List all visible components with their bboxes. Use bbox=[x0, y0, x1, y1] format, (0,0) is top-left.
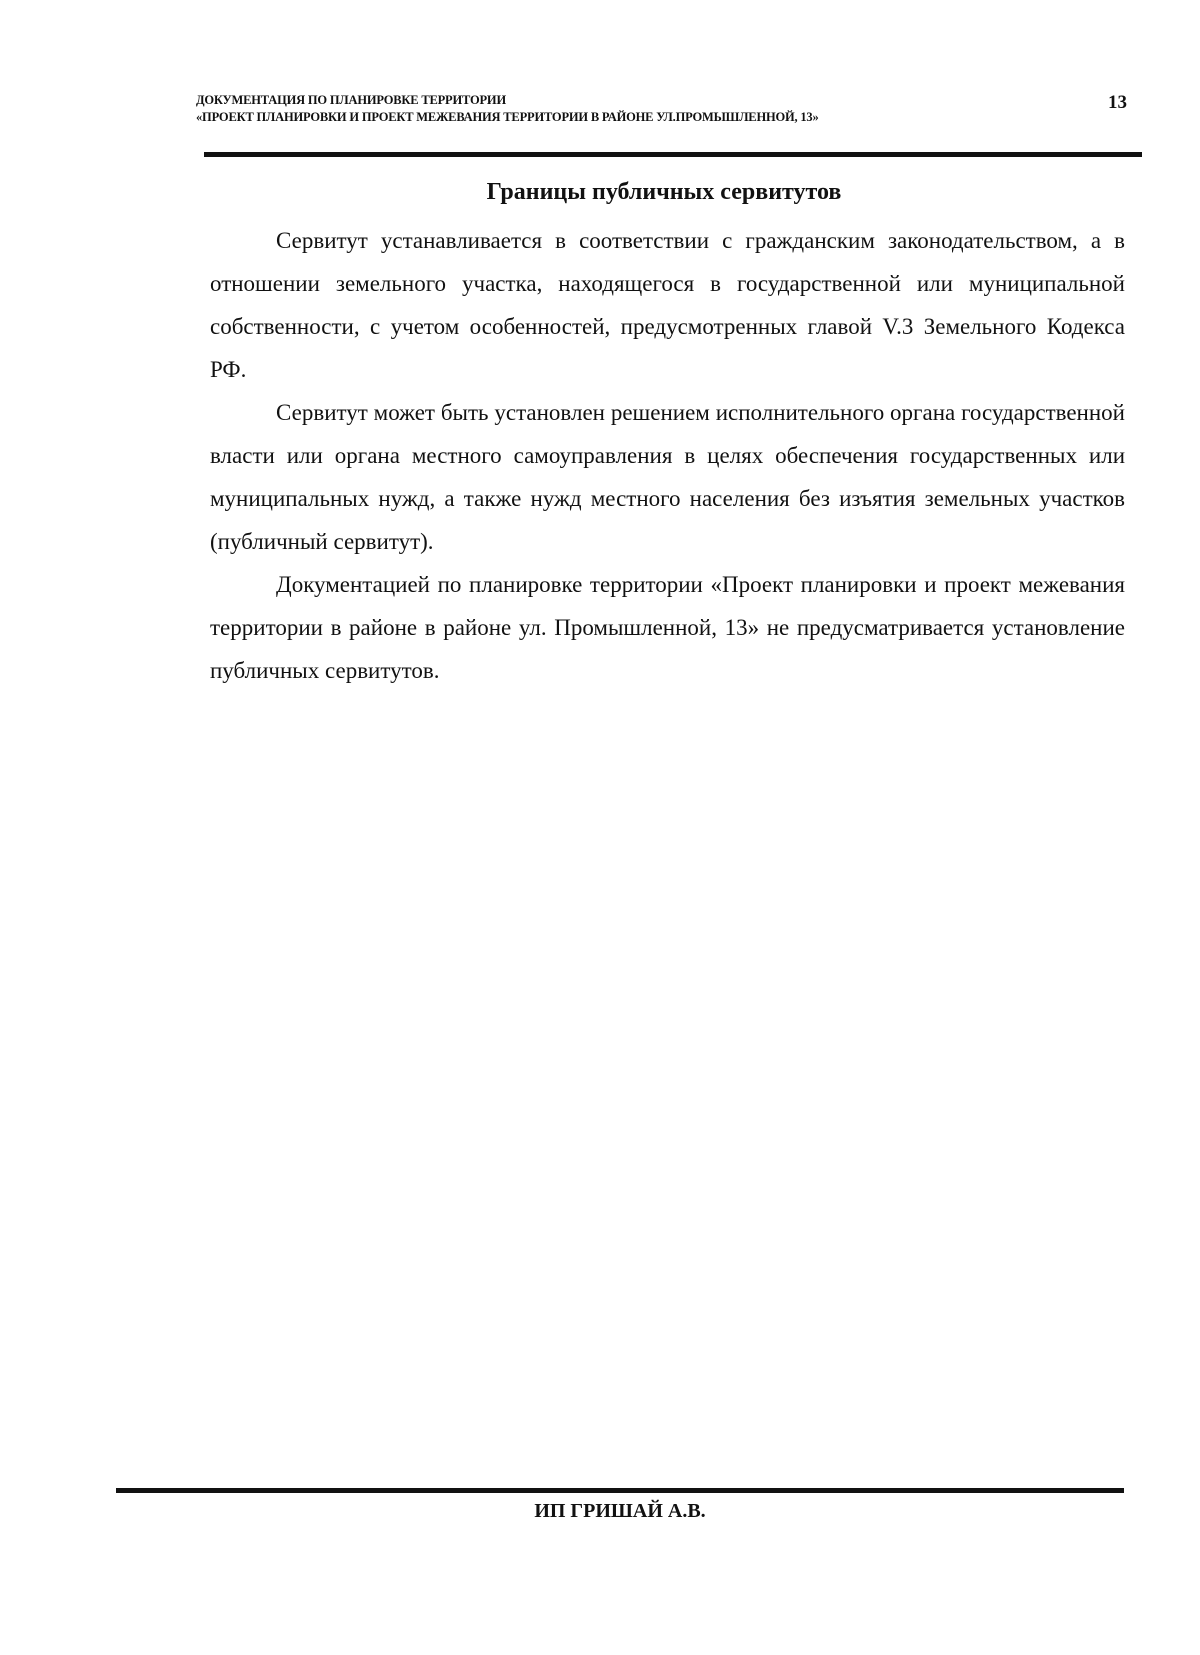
footer-author: ИП ГРИШАЙ А.В. bbox=[534, 1500, 706, 1522]
header-document-title: ДОКУМЕНТАЦИЯ ПО ПЛАНИРОВКЕ ТЕРРИТОРИИ bbox=[196, 93, 506, 107]
header-divider bbox=[204, 152, 1142, 157]
paragraph-1: Сервитут устанавливается в соответствии с гражданским законодательством, а в отношении земельного участка, находящегося в государственной или муниципальной собственности, с учетом особенностей, предусмотренных главой V.3 Земельного Кодекса РФ. bbox=[210, 228, 1125, 382]
header-project-title: «ПРОЕКТ ПЛАНИРОВКИ И ПРОЕКТ МЕЖЕВАНИЯ ТЕРРИТОРИИ В РАЙОНЕ УЛ.ПРОМЫШЛЕННОЙ, 13» bbox=[196, 110, 819, 124]
running-header bbox=[196, 92, 1146, 126]
paragraph-3: Документацией по планировке территории «Проект планировки и проект межевания территории в районе в районе ул. Промышленной, 13» не предусматривается установление публичных сервитутов. bbox=[210, 572, 1125, 683]
section-title: Границы публичных сервитутов bbox=[486, 179, 842, 205]
body-text bbox=[210, 219, 1125, 692]
footer-divider bbox=[116, 1488, 1124, 1493]
page-number: 13 bbox=[1108, 92, 1127, 113]
paragraph-2: Сервитут может быть установлен решением исполнительного органа государственной власти или органа местного самоуправления в целях обеспечения государственных или муниципальных нужд, а также нужд местного населения без изъятия земельных участков (публичный сервитут). bbox=[210, 400, 1125, 554]
